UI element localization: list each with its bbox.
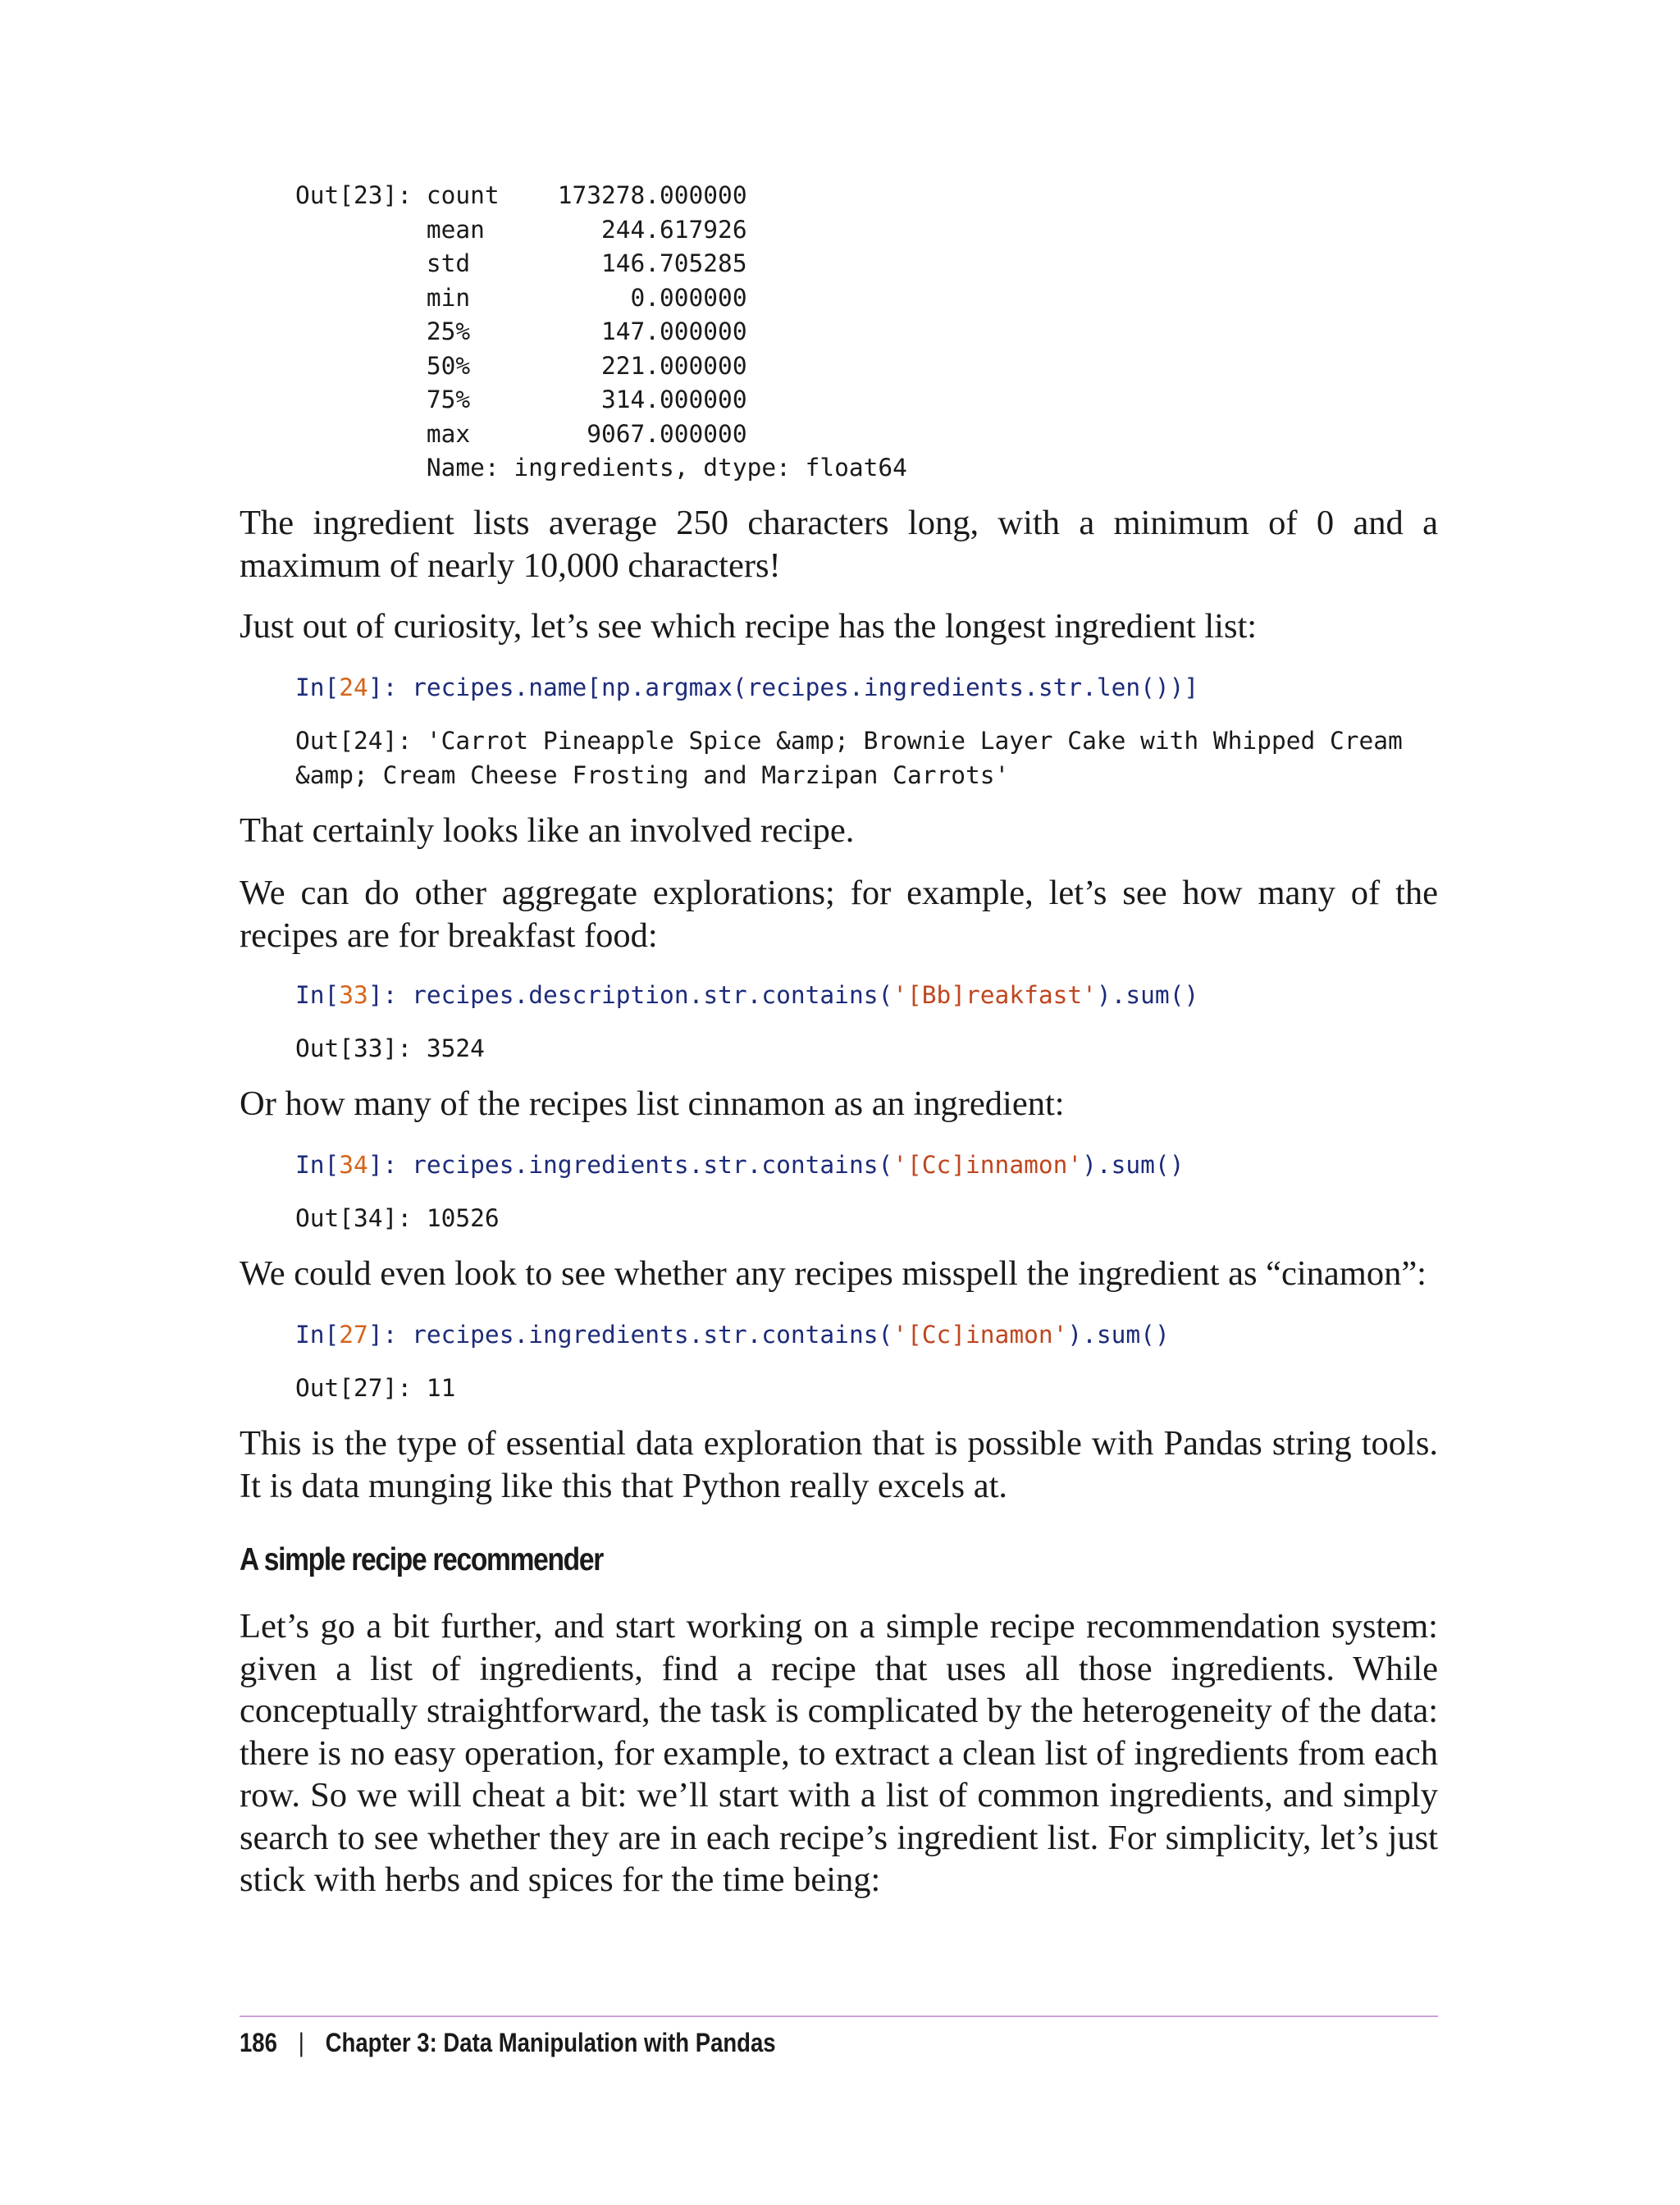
in24-prompt-close: ]: <box>368 673 413 701</box>
in34-prompt: In[ <box>295 1151 340 1179</box>
paragraph-ingredient-length: The ingredient lists average 250 characters long, with a minimum of 0 and a maximum of nearly 10,000 characters! <box>240 504 1438 585</box>
out23-line: 25% 147.000000 <box>295 317 747 345</box>
in27-prompt-close: ]: <box>368 1321 413 1349</box>
out23-line: max 9067.000000 <box>295 419 747 448</box>
in27-string: '[Cc]inamon' <box>892 1321 1068 1349</box>
footer-separator: | <box>298 2028 304 2057</box>
in34-expression: recipes.ingredients.str.contains( <box>412 1151 893 1179</box>
out24-line: Out[24]: 'Carrot Pineapple Spice &amp; Brownie Layer Cake with Whipped Cream <box>295 727 1403 755</box>
out23-line: Out[23]: count 173278.000000 <box>295 181 747 209</box>
in27-number: 27 <box>339 1321 368 1349</box>
in33-number: 33 <box>339 981 368 1009</box>
paragraph-curiosity: Just out of curiosity, let’s see which recipe has the longest ingredient list: <box>240 607 1258 646</box>
in33-expression-end: ).sum() <box>1096 981 1199 1009</box>
out24-output <box>295 724 1403 792</box>
out23-line: 75% 314.000000 <box>295 386 747 413</box>
out23-line: mean 244.617926 <box>295 215 747 244</box>
in24-code <box>295 671 1198 705</box>
in33-expression: recipes.description.str.contains( <box>412 981 893 1009</box>
out23-line: std 146.705285 <box>295 249 747 277</box>
out23-output <box>295 179 907 486</box>
in24-expression: recipes.name[np.argmax(recipes.ingredients.str.len())] <box>412 673 1199 701</box>
paragraph-recommender: Let’s go a bit further, and start working on a simple recipe recommendation system: given a list of ingredients, find a recipe that uses all those ingredients. While conceptually straightforward, the task is complicated by the heterogeneity of the data: there is no easy operation, for example, to extract a clean list of ingredients from each row. So we will cheat a bit: we’ll start with a list of common ingredients, and simply search to see whether they are in each recipe’s ingredient list. For simplicity, let’s just stick with herbs and spices for the time being: <box>240 1607 1438 1899</box>
in34-expression-end: ).sum() <box>1082 1151 1185 1179</box>
out34-output: Out[34]: 10526 <box>295 1204 500 1232</box>
in24-number: 24 <box>339 673 368 701</box>
out23-line: min 0.000000 <box>295 283 747 312</box>
paragraph-cinnamon: Or how many of the recipes list cinnamon as an ingredient: <box>240 1084 1065 1123</box>
in27-prompt: In[ <box>295 1321 340 1349</box>
in27-expression-end: ).sum() <box>1067 1321 1170 1349</box>
in34-code <box>295 1148 1184 1183</box>
in34-prompt-close: ]: <box>368 1151 413 1179</box>
paragraph-breakfast: We can do other aggregate explorations; for example, let’s see how many of the recipes are for breakfast food: <box>240 874 1438 955</box>
out33-output: Out[33]: 3524 <box>295 1034 485 1062</box>
chapter-title: Chapter 3: Data Manipulation with Pandas <box>325 2028 776 2057</box>
out23-line: 50% 221.000000 <box>295 351 747 380</box>
footer-divider <box>240 2016 1438 2017</box>
in27-expression: recipes.ingredients.str.contains( <box>412 1321 893 1349</box>
page-footer <box>240 2028 776 2058</box>
section-heading: A simple recipe recommender <box>240 1542 604 1577</box>
in34-number: 34 <box>339 1151 368 1179</box>
paragraph-data-exploration: This is the type of essential data exploration that is possible with Pandas string tools. It is data munging like this that Python really excels at. <box>240 1424 1438 1505</box>
in33-string: '[Bb]reakfast' <box>892 981 1097 1009</box>
paragraph-misspell: We could even look to see whether any recipes misspell the ingredient as “cinamon”: <box>240 1254 1427 1293</box>
in33-prompt-close: ]: <box>368 981 413 1009</box>
paragraph-involved-recipe: That certainly looks like an involved recipe. <box>240 811 855 850</box>
in33-code <box>295 979 1198 1013</box>
in27-code <box>295 1318 1170 1353</box>
in34-string: '[Cc]innamon' <box>892 1151 1083 1179</box>
in24-prompt: In[ <box>295 673 340 701</box>
out24-line: &amp; Cream Cheese Frosting and Marzipan Carrots' <box>295 760 1010 789</box>
page-number: 186 <box>240 2028 277 2057</box>
out23-line: Name: ingredients, dtype: float64 <box>295 454 907 482</box>
out27-output: Out[27]: 11 <box>295 1374 456 1402</box>
in33-prompt: In[ <box>295 981 340 1009</box>
